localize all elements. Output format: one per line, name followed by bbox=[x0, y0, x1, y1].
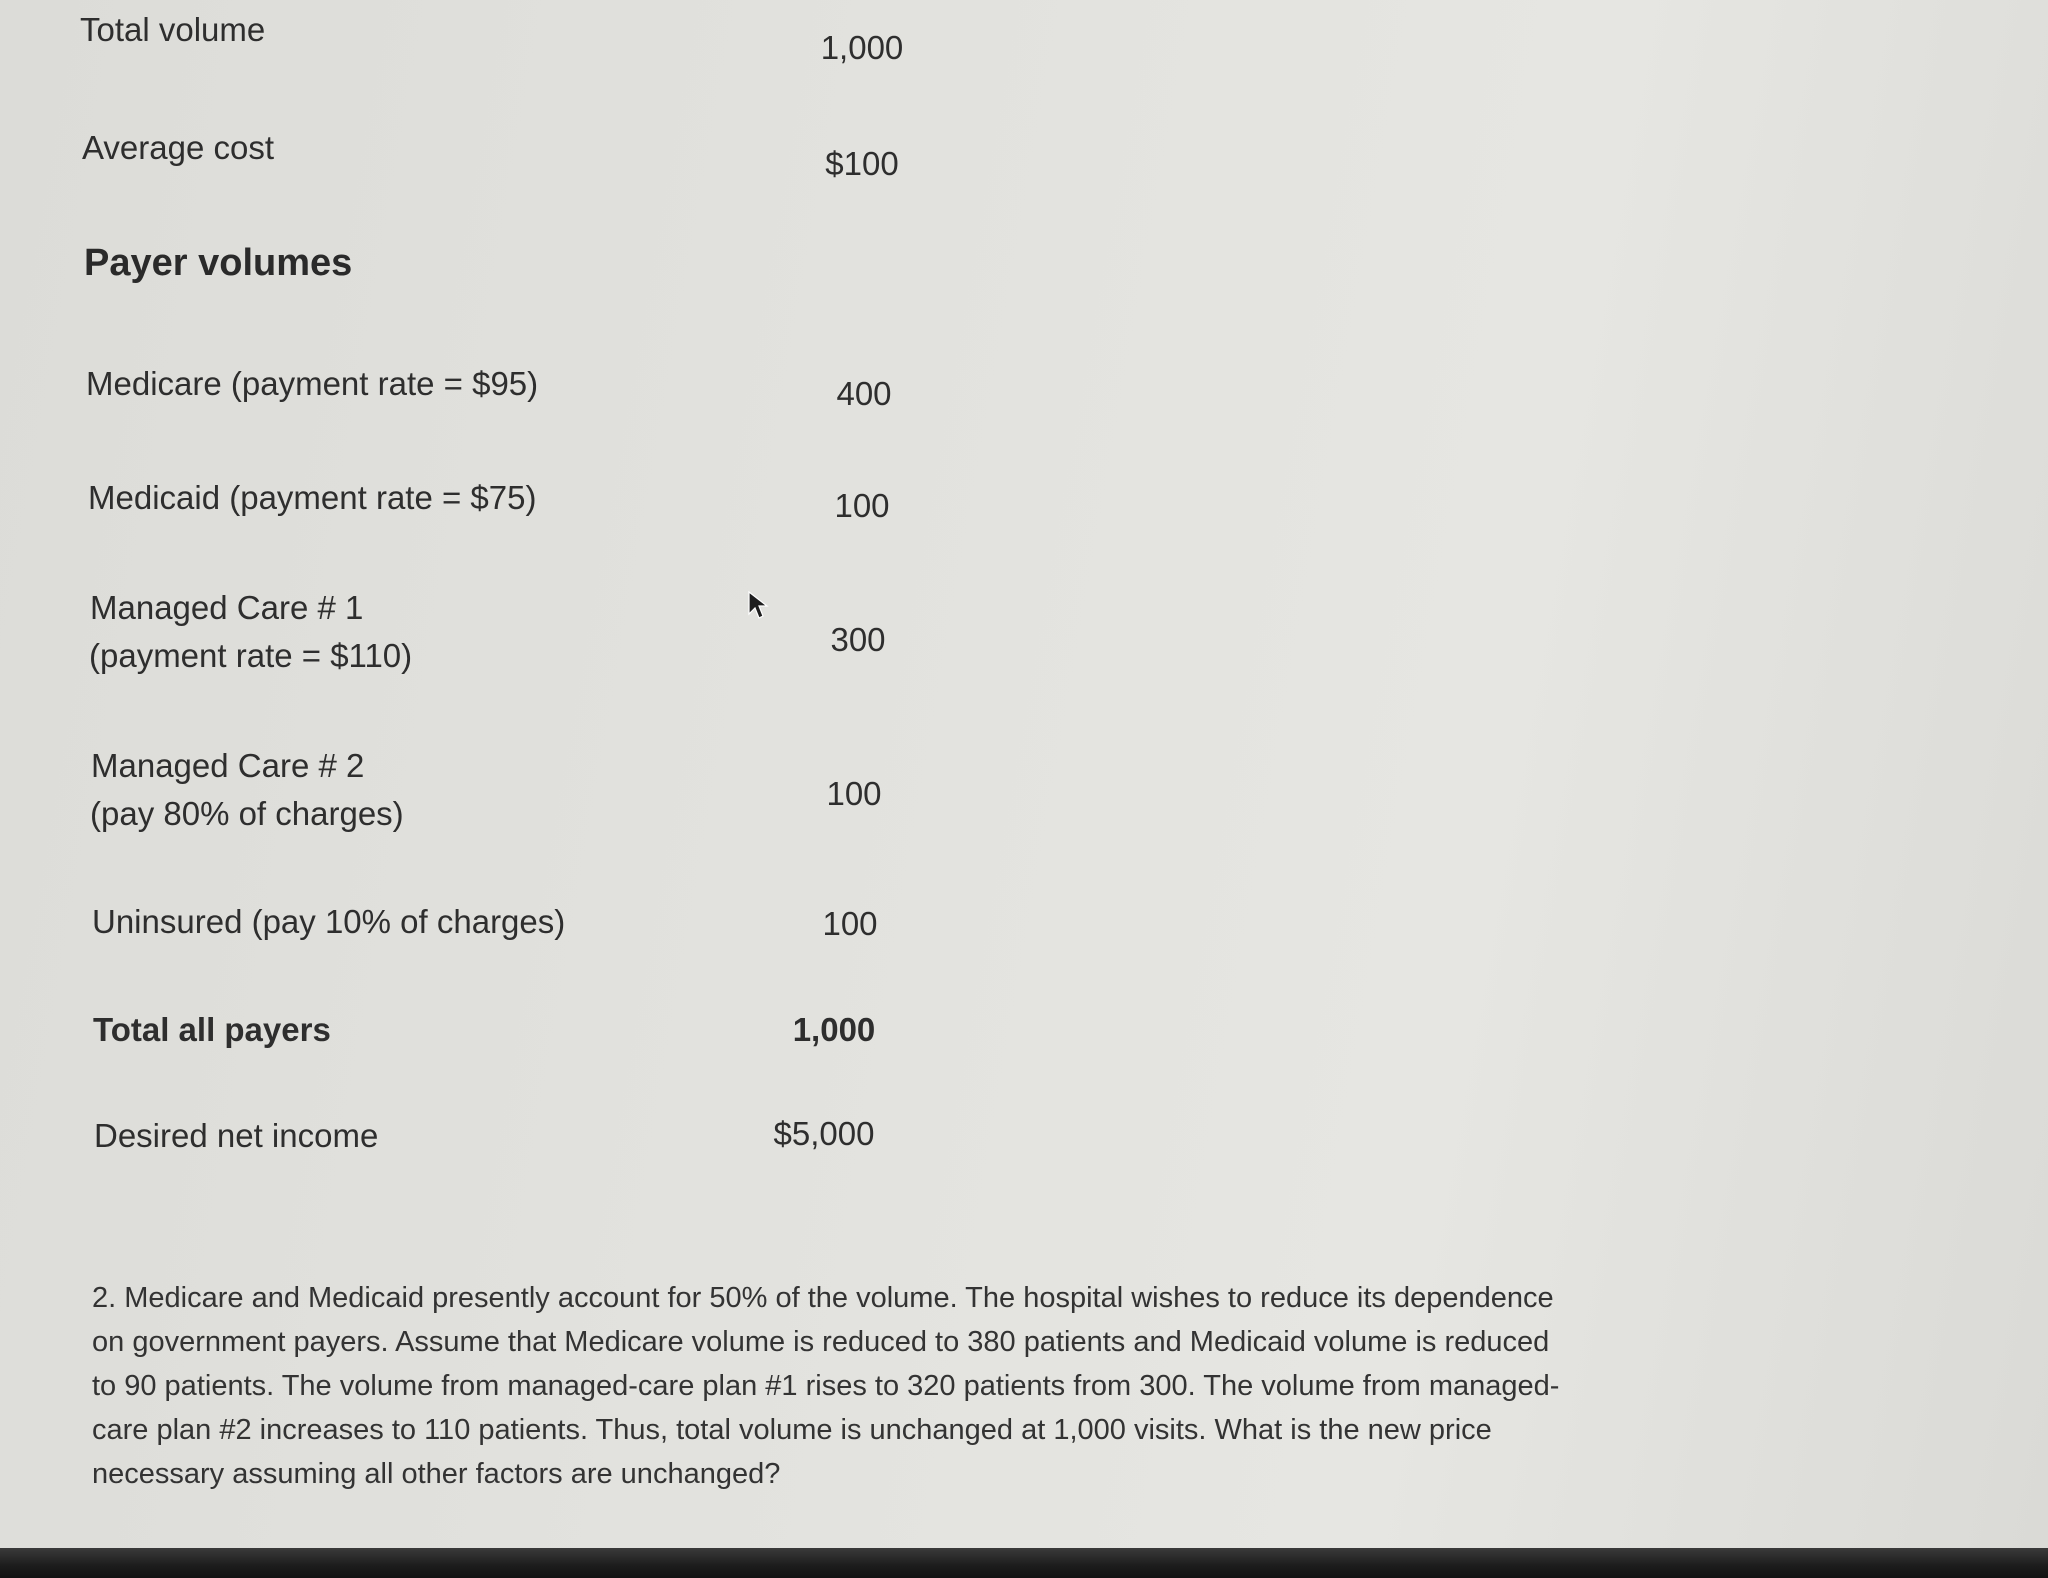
total-volume-label: Total volume bbox=[80, 11, 266, 48]
medicaid-label: Medicaid (payment rate = $75) bbox=[88, 479, 537, 516]
managed-care-1-label-line1: Managed Care # 1 bbox=[90, 589, 364, 626]
desired-net-income-label: Desired net income bbox=[94, 1117, 379, 1154]
medicaid-value: 100 bbox=[834, 487, 890, 524]
average-cost-label: Average cost bbox=[82, 129, 275, 166]
medicare-label: Medicare (payment rate = $95) bbox=[86, 365, 539, 402]
managed-care-2-label-line1: Managed Care # 2 bbox=[91, 747, 365, 784]
managed-care-1-value: 300 bbox=[830, 621, 886, 658]
managed-care-2-label-line2: (pay 80% of charges) bbox=[90, 795, 404, 832]
question-paragraph: 2. Medicare and Medicaid presently account for 50% of the volume. The hospital wishes to reduce its dependence on government payers. Assume that Medicare volume is reduced to 380 patients and Medicaid volume is reduced to 90 patients. The volume from managed-care plan #1 rises to 320 patients from 300. The volume from managed-care plan #2 increases to 110 patients. Thus, total volume is unchanged at 1,000 visits. What is the new price necessary assuming all other factors are unchanged? bbox=[92, 1282, 1560, 1490]
uninsured-label: Uninsured (pay 10% of charges) bbox=[92, 903, 566, 940]
uninsured-value: 100 bbox=[822, 905, 878, 942]
total-all-payers-value: 1,000 bbox=[792, 1011, 876, 1048]
average-cost-value: $100 bbox=[825, 145, 899, 182]
managed-care-1-label-line2: (payment rate = $110) bbox=[89, 637, 413, 674]
managed-care-2-value: 100 bbox=[826, 775, 882, 812]
desired-net-income-value: $5,000 bbox=[773, 1115, 875, 1152]
monitor-bezel bbox=[0, 1548, 2048, 1578]
medicare-value: 400 bbox=[836, 375, 892, 412]
payer-volumes-heading: Payer volumes bbox=[84, 242, 353, 284]
mouse-pointer-icon bbox=[747, 590, 769, 620]
total-all-payers-label: Total all payers bbox=[93, 1011, 331, 1048]
total-volume-value: 1,000 bbox=[820, 29, 904, 66]
